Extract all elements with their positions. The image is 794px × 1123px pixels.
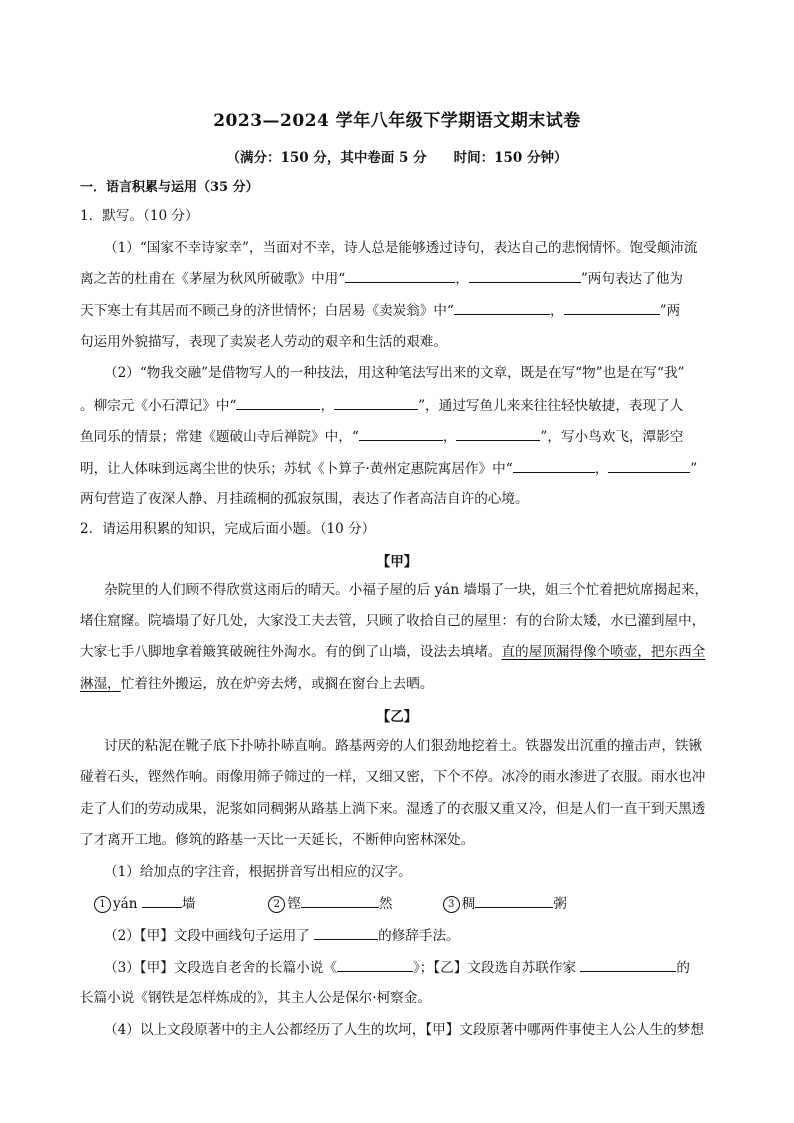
exam-subtitle: （满分：150 分，其中卷面 5 分 时间：150 分钟） — [226, 150, 568, 166]
passage-jia-line1: 杂院里的人们顾不得欣赏这雨后的晴天。小福子屋的后 yán 墙塌了一块，姐三个忙着把炕席揭起来， — [104, 582, 709, 598]
answer-blank[interactable] — [513, 458, 595, 473]
q1-p2-line3: 鱼同乐的情景；常建《题破山寺后禅院》中，“ ， ”，写小鸟欢飞，潭影空 — [80, 426, 683, 447]
q1-p2-line5: 两句营造了夜深人静、月挂疏桐的孤寂氛围，表达了作者高洁自许的心境。 — [80, 491, 529, 507]
answer-blank[interactable] — [359, 426, 443, 441]
underlined-sentence: 直的屋顶漏得像个喷壶，把东西全 — [501, 644, 706, 660]
exam-title: 2023—2024 学年八年级下学期语文期末试卷 — [213, 111, 581, 131]
passage-yi-line4: 了才离开工地。修筑的路基一天比一天延长，不断伸向密林深处。 — [80, 832, 475, 848]
answer-blank[interactable] — [337, 957, 413, 972]
underlined-sentence: 淋湿， — [80, 676, 121, 692]
passage-jia-line2: 堵住窟窿。院墙塌了好几处，大家没工夫去管，只顾了收拾自己的屋里：有的台阶太矮，水已灌到屋中， — [80, 613, 706, 629]
answer-blank[interactable] — [142, 893, 182, 908]
answer-blank[interactable] — [301, 893, 379, 908]
passage-yi-line3: 走了人们的劳动成果，泥浆如同稠粥从路基上淌下来。湿透了的衣服又重又冷，但是人们一直干到天黑透 — [80, 801, 706, 817]
answer-blank[interactable] — [564, 300, 660, 315]
answer-blank[interactable] — [314, 925, 378, 940]
q1-p1-line1: （1）“国家不幸诗家幸”，当面对不幸，诗人总是能够透过诗句，表达自己的悲悯情怀。饱受颠沛流 — [104, 240, 698, 256]
q1-p1-line2: 离之苦的杜甫在《茅屋为秋风所破歌》中用“ ， ”两句表达了他为 — [80, 268, 683, 289]
circled-number: 3 — [443, 896, 460, 913]
q1-p2-line1: （2）“物我交融”是借物写人的一种技法，用这种笔法写出来的文章，既是在写“物”也是在写“我” — [104, 365, 685, 381]
answer-blank[interactable] — [580, 957, 676, 972]
passage-yi-line1: 讨厌的粘泥在靴子底下扑哧扑哧直响。路基两旁的人们狠劲地挖着土。铁器发出沉重的撞击声，铁锹 — [104, 738, 703, 754]
answer-blank[interactable] — [475, 893, 553, 908]
question-1-label: 1．默写。（10 分） — [80, 208, 199, 224]
section-heading: 一．语言积累与运用（35 分） — [80, 180, 259, 195]
subq-3-line2: 长篇小说《钢铁是怎样炼成的》，其主人公是保尔·柯察金。 — [80, 990, 431, 1006]
subq-1-items: 1 yán 墙 2 铿 然 3 稠 粥 — [94, 893, 567, 914]
answer-blank[interactable] — [456, 426, 540, 441]
q1-p1-line4: 句运用外貌描写，表现了卖炭老人劳动的艰辛和生活的艰难。 — [80, 334, 448, 350]
q1-p2-line2: 。柳宗元《小石潭记》中“ ， ”，通过写鱼儿来来往往轻快敏捷，表现了人 — [80, 395, 683, 416]
passage-yi-line2: 碰着石头，铿然作响。雨像用筛子筛过的一样，又细又密，下个不停。冰冷的雨水渗进了衣服。雨水也冲 — [80, 769, 706, 785]
answer-blank[interactable] — [608, 458, 690, 473]
answer-blank[interactable] — [469, 268, 581, 283]
answer-blank[interactable] — [236, 395, 320, 410]
circled-number: 1 — [94, 896, 111, 913]
answer-blank[interactable] — [454, 300, 550, 315]
answer-blank[interactable] — [345, 268, 455, 283]
q1-p2-line4: 明，让人体味到远离尘世的快乐；苏轼《卜算子·黄州定惠院寓居作》中“ ， ” — [80, 458, 697, 479]
question-2-label: 2．请运用积累的知识，完成后面小题。（10 分） — [80, 521, 376, 537]
answer-blank[interactable] — [334, 395, 418, 410]
passage-jia-line3: 大家七手八脚地拿着簸箕破碗往外淘水。有的倒了山墙，设法去填堵。直的屋顶漏得像个喷壶，把东西全 — [80, 644, 706, 660]
subq-2: （2）【甲】文段中画线句子运用了 的修辞手法。 — [104, 925, 460, 946]
passage-jia-heading: 【甲】 — [376, 554, 418, 570]
passage-jia-line4: 淋湿，忙着往外搬运，放在炉旁去烤，或搁在窗台上去晒。 — [80, 676, 434, 692]
subq-3-line1: （3）【甲】文段选自老舍的长篇小说《 》；【乙】文段选自苏联作家 的 — [104, 957, 690, 978]
q1-p1-line3: 天下寒士有其居而不顾己身的济世情怀；白居易《卖炭翁》中“ ， ”两 — [80, 300, 680, 321]
subq-4-line1: （4）以上文段原著中的主人公都经历了人生的坎坷，【甲】文段原著中哪两件事使主人公人生的梦想 — [104, 1022, 704, 1038]
passage-yi-heading: 【乙】 — [376, 709, 418, 725]
circled-number: 2 — [268, 896, 285, 913]
subq-1-prompt: （1）给加点的字注音，根据拼音写出相应的汉字。 — [104, 864, 412, 880]
